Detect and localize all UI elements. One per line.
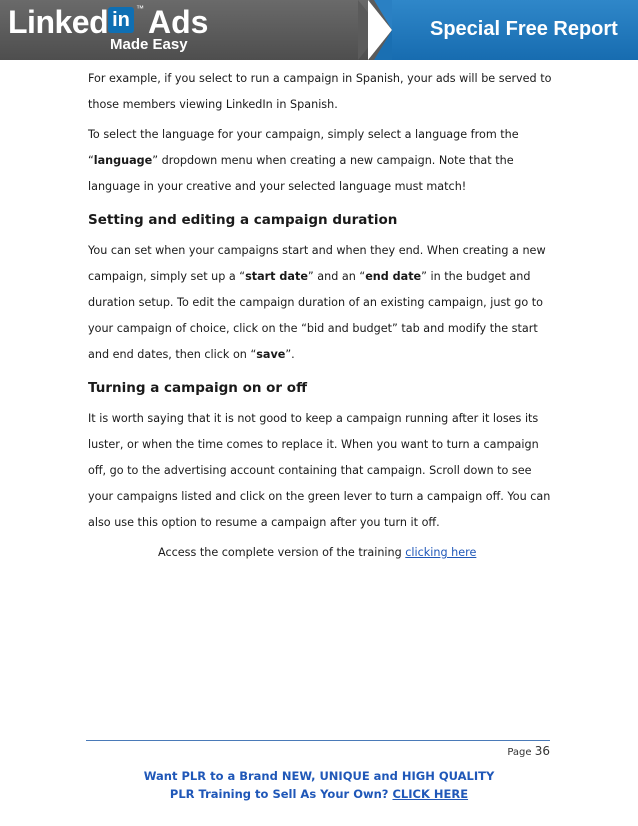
text-run: ” and an “ xyxy=(307,270,366,283)
access-text: Access the complete version of the training xyxy=(158,546,406,559)
logo-ads-text: Ads xyxy=(148,4,209,40)
promo-line-2 xyxy=(0,787,638,801)
bold-end-date: end date xyxy=(365,270,422,283)
page-number xyxy=(507,744,550,758)
linkedin-in-icon: in xyxy=(108,7,134,33)
text-run: You can set when your campaigns start and when they end. When creating a new campaign, simply set up a “ xyxy=(88,244,546,283)
click-here-link[interactable]: CLICK HERE xyxy=(392,787,469,801)
text-run: To select the language for your campaign, simply select a language from the “ xyxy=(88,128,519,167)
bold-start-date: start date xyxy=(245,270,308,283)
access-training-line xyxy=(88,540,558,566)
header-chevron-blue xyxy=(374,0,392,60)
text-run: ” in the budget and duration setup. To edit the campaign duration of an existing campaign, just go to your campaign of choice, click on the “bid and budget” tab and modify the start and end dates, then click on “ xyxy=(88,270,543,361)
page-number-value: 36 xyxy=(534,744,550,758)
header-banner xyxy=(0,0,638,60)
paragraph-spanish-example: For example, if you select to run a campaign in Spanish, your ads will be served to those members viewing LinkedIn in Spanish. xyxy=(88,72,552,111)
footer-divider xyxy=(86,740,550,741)
promo-line-1: Want PLR to a Brand NEW, UNIQUE and HIGH QUALITY xyxy=(143,769,495,783)
text-run: ” dropdown menu when creating a new campaign. Note that the language in your creative and your selected language must match! xyxy=(88,154,514,193)
page-label: Page xyxy=(507,747,535,758)
section-heading-on-off: Turning a campaign on or off xyxy=(88,380,307,396)
bold-save: save xyxy=(256,348,286,361)
text-run: ”. xyxy=(285,348,295,361)
clicking-here-link[interactable]: clicking here xyxy=(405,546,477,559)
document-body xyxy=(88,66,558,566)
paragraph-on-off: It is worth saying that it is not good to keep a campaign running after it loses its luster, or when the time comes to replace it. When you want to turn a campaign off, go to the advertising account containing that campaign. Scroll down to see your campaigns listed and click on the green lever to turn a campaign off. You can also use this option to resume a campaign after you turn it off. xyxy=(88,412,551,529)
bold-language: language xyxy=(93,154,153,167)
promo-text: PLR Training to Sell As Your Own? xyxy=(169,787,393,801)
paragraph-duration xyxy=(88,238,558,368)
logo-linked-text: Linked xyxy=(8,4,109,40)
logo-trademark: ™ xyxy=(136,4,144,13)
logo-tagline: Made Easy xyxy=(110,36,188,53)
section-heading-duration: Setting and editing a campaign duration xyxy=(88,212,398,228)
paragraph-language-select xyxy=(88,122,558,200)
banner-title: Special Free Report xyxy=(430,18,618,40)
